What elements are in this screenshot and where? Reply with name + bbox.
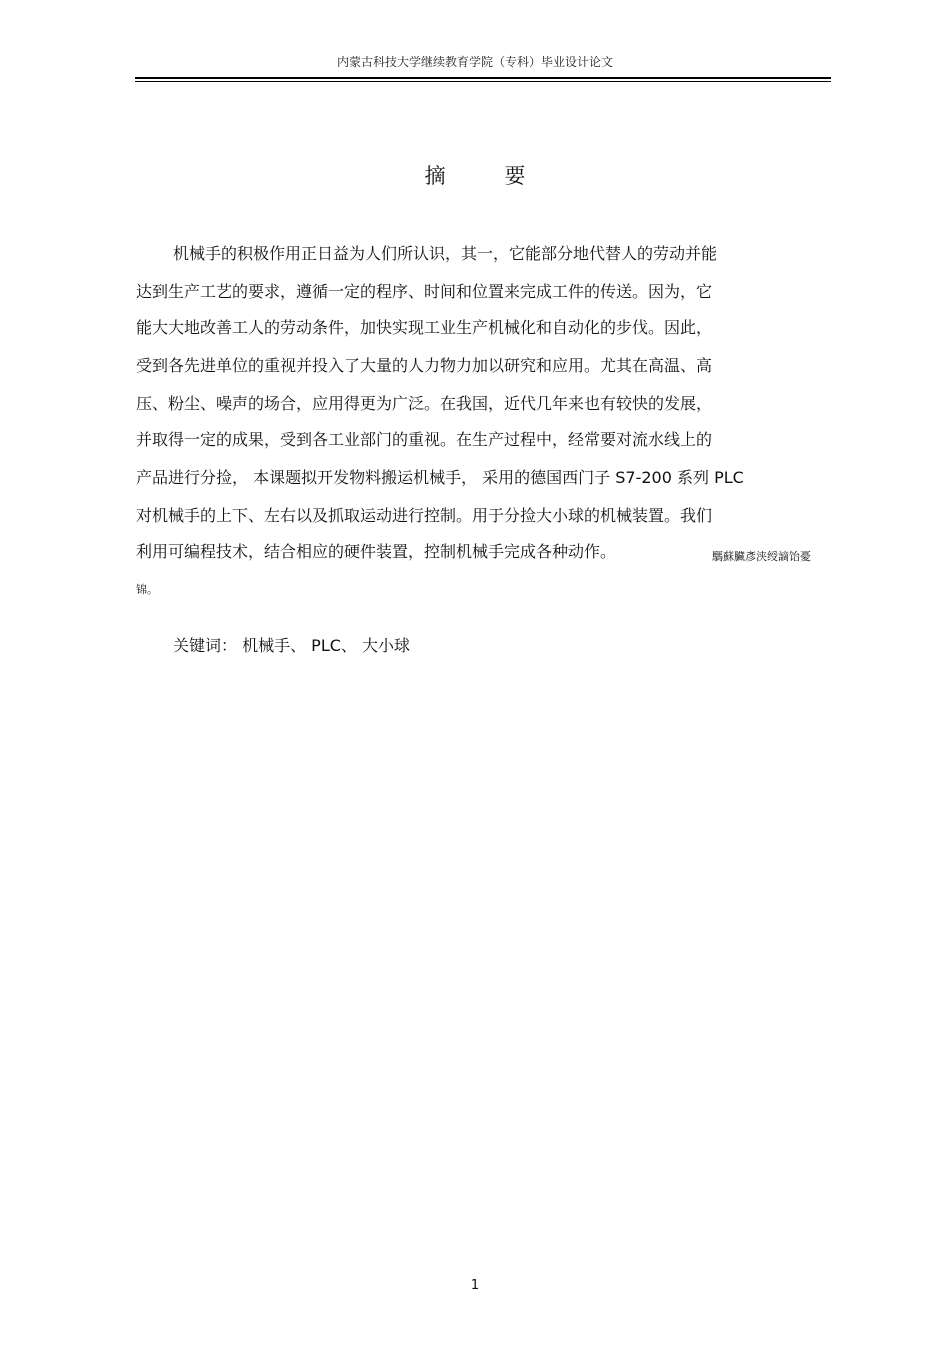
abstract-line-3: 能大大地改善工人的劳动条件，加快实现工业生产机械化和自动化的步伐。因此， — [136, 318, 713, 337]
abstract-line-1: 机械手的积极作用正日益为人们所认识，其一，它能部分地代替人的劳动并能 — [173, 244, 718, 263]
abstract-garbled-line: 锦。 — [136, 583, 158, 596]
header-rule-thin — [135, 81, 831, 82]
abstract-line-5: 压、粉尘、噪声的场合，应用得更为广泛。在我国，近代几年来也有较快的发展， — [136, 394, 713, 413]
keywords-line: 关键词： 机械手、 PLC、 大小球 — [173, 636, 410, 655]
abstract-line-8: 对机械手的上下、左右以及抓取运动进行控制。用于分捡大小球的机械装置。我们 — [136, 506, 713, 525]
abstract-line-6: 并取得一定的成果，受到各工业部门的重视。在生产过程中，经常要对流水线上的 — [136, 430, 713, 449]
abstract-line-7: 产品进行分捡， 本课题拟开发物料搬运机械手， 采用的德国西门子 S7-200 系列 PLC — [136, 468, 744, 487]
abstract-line-9: 利用可编程技术，结合相应的硬件装置，控制机械手完成各种动作。 — [136, 542, 617, 561]
abstract-line-2: 达到生产工艺的要求，遵循一定的程序、时间和位置来完成工件的传送。因为，它 — [136, 282, 713, 301]
abstract-garbled-text: 騳蘇臟彥浃绶謫饴憂 — [712, 550, 811, 563]
page-number: 1 — [470, 1278, 480, 1293]
header-rule-thick — [135, 77, 831, 79]
abstract-line-4: 受到各先进单位的重视并投入了大量的人力物力加以研究和应用。尤其在高温、高 — [136, 356, 713, 375]
abstract-heading: 摘 要 — [424, 164, 552, 188]
running-header: 内蒙古科技大学继续教育学院（专科）毕业设计论文 — [336, 55, 613, 69]
